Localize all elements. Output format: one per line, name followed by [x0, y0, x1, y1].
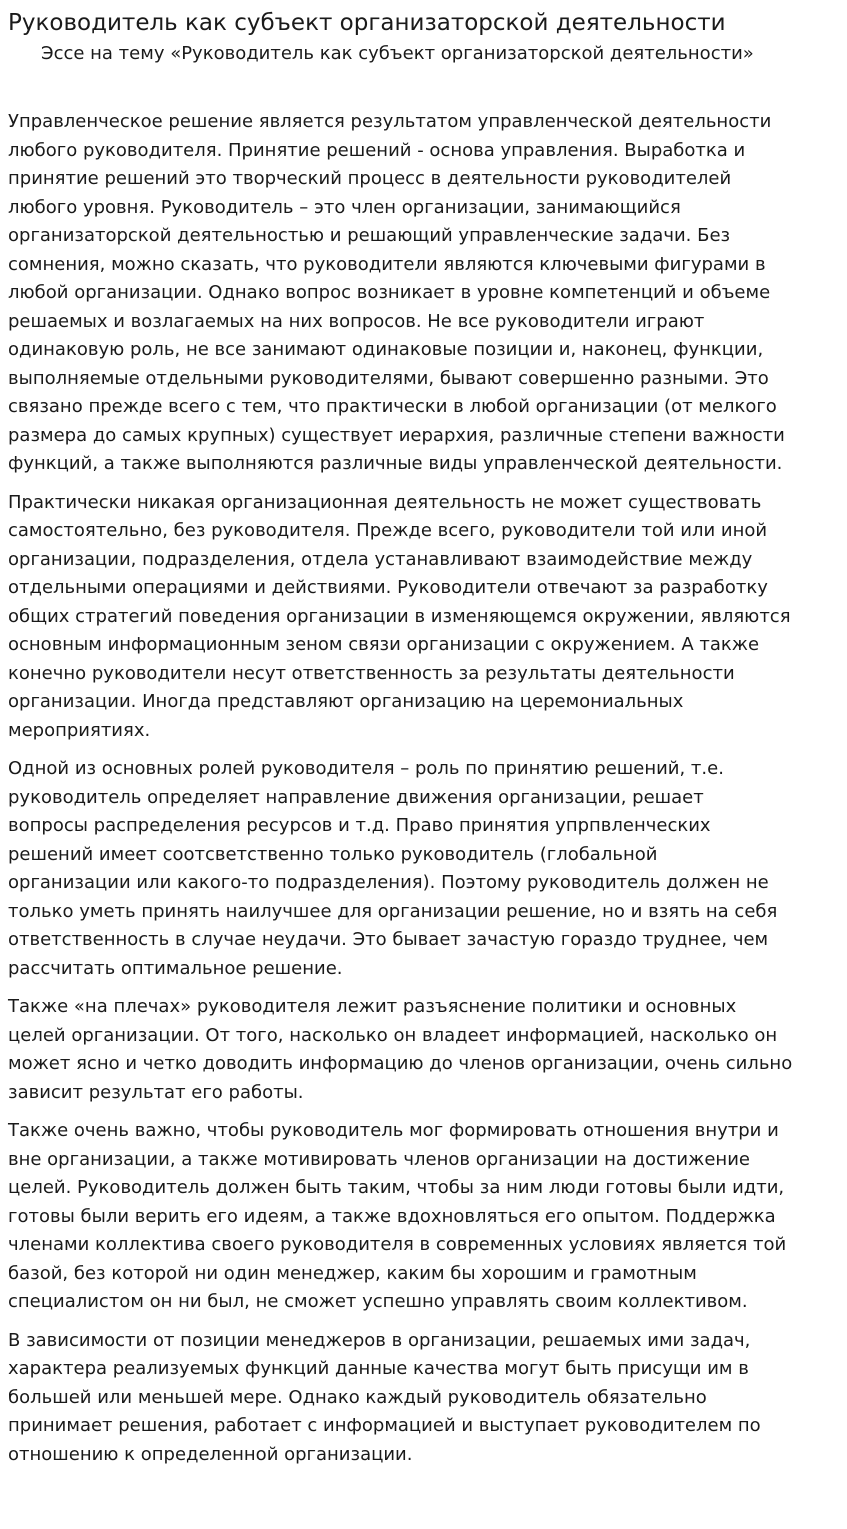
essay-subtitle: Эссе на тему «Руководитель как субъект организаторской деятельности» — [41, 43, 754, 64]
paragraph: В зависимости от позиции менеджеров в организации, решаемых ими задач, характера реализуемых функций данные качества могут быть присущи им в большей или меньшей мере. Однако каждый руководитель обязательно принимает решения, работает с информацией и выступает руководителем по отношению к определенной организации. — [8, 1329, 761, 1465]
page-title: Руководитель как субъект организаторской деятельности — [8, 10, 726, 36]
paragraph: Одной из основных ролей руководителя – роль по принятию решений, т.е. руководитель определяет направление движения организации, решает вопросы распределения ресурсов и т.д. Право принятия упрпвленческих решений имеет соотсветственно только руководитель (глобальной организации или какого-то подразделения). Поэтому руководитель должен не только уметь принять наилучшее для организации решение, но и взять на себя ответственность в случае неудачи. Это бывает зачастую гораздо труднее, чем рассчитать оптимальное решение. — [8, 758, 778, 979]
essay-body — [8, 108, 839, 1469]
paragraph: Также очень важно, чтобы руководитель мог формировать отношения внутри и вне организации, а также мотивировать членов организации на достижение целей. Руководитель должен быть таким, чтобы за ним люди готовы были идти, готовы были верить его идеям, а также вдохновляться его опытом. Поддержка членами коллектива своего руководителя в современных условиях является той базой, без которой ни один менеджер, каким бы хорошим и грамотным специалистом он ни был, не сможет успешно управлять своим коллективом. — [8, 1120, 787, 1312]
paragraph: Также «на плечах» руководителя лежит разъяснение политики и основных целей организации. От того, насколько он владеет информацией, насколько он может ясно и четко доводить информацию до членов организации, очень сильно зависит результат его работы. — [8, 996, 793, 1103]
paragraph: Управленческое решение является результатом управленческой деятельности любого руководителя. Принятие решений - основа управления. Выработка и принятие решений это творческий процесс в деятельности руководителей любого уровня. Руководитель – это член организации, занимающийся организаторской деятельностью и решающий управленческие задачи. Без сомнения, можно сказать, что руководители являются ключевыми фигурами в любой организации. Однако вопрос возникает в уровне компетенций и объеме решаемых и возлагаемых на них вопросов. Не все руководители играют одинаковую роль, не все занимают одинаковые позиции и, наконец, функции, выполняемые отдельными руководителями, бывают совершенно разными. Это связано прежде всего с тем, что практически в любой организации (от мелкого размера до самых крупных) существует иерархия, различные степени важности функций, а также выполняются различные виды управленческой деятельности. — [8, 111, 785, 474]
paragraph: Практически никакая организационная деятельность не может существовать самостоятельно, без руководителя. Прежде всего, руководители той или иной организации, подразделения, отдела устанавливают взаимодействие между отдельными операциями и действиями. Руководители отвечают за разработку общих стратегий поведения организации в изменяющемся окружении, являются основным информационным зеном связи организации с окружением. А также конечно руководители несут ответственность за результаты деятельности организации. Иногда представляют организацию на церемониальных мероприятиях. — [8, 491, 791, 741]
